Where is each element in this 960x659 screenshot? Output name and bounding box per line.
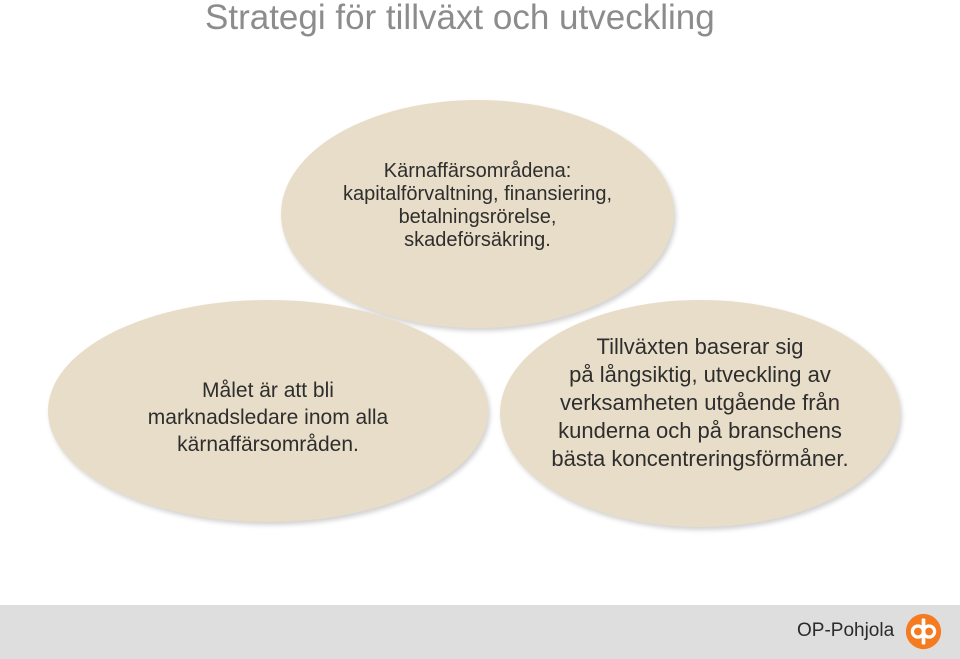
text-line: marknadsledare inom alla	[147, 406, 389, 429]
slide-title: Strategi för tillväxt och utveckling	[205, 0, 715, 37]
right-ellipse-text	[500, 333, 900, 473]
text-line: på långsiktig, utveckling av	[569, 362, 831, 387]
text-line: betalningsrörelse,	[398, 206, 557, 228]
text-line: kunderna och på branschens	[558, 418, 842, 443]
text-line: skadeförsäkring.	[404, 229, 551, 251]
text-line: kapitalförvaltning, finansiering,	[342, 183, 613, 205]
left-ellipse-text	[48, 377, 488, 458]
op-pohjola-logo-icon	[905, 613, 942, 650]
text-line: Tillväxten baserar sig	[596, 334, 804, 359]
text-line: Kärnaffärsområdena:	[383, 160, 572, 182]
text-line: kärnaffärsområden.	[177, 433, 359, 456]
text-line: bästa koncentreringsförmåner.	[551, 446, 849, 471]
text-line: Målet är att bli	[202, 379, 334, 402]
text-line: verksamheten utgående från	[559, 390, 841, 415]
top-ellipse-text	[286, 160, 669, 252]
brand-name: OP-Pohjola	[797, 620, 895, 641]
